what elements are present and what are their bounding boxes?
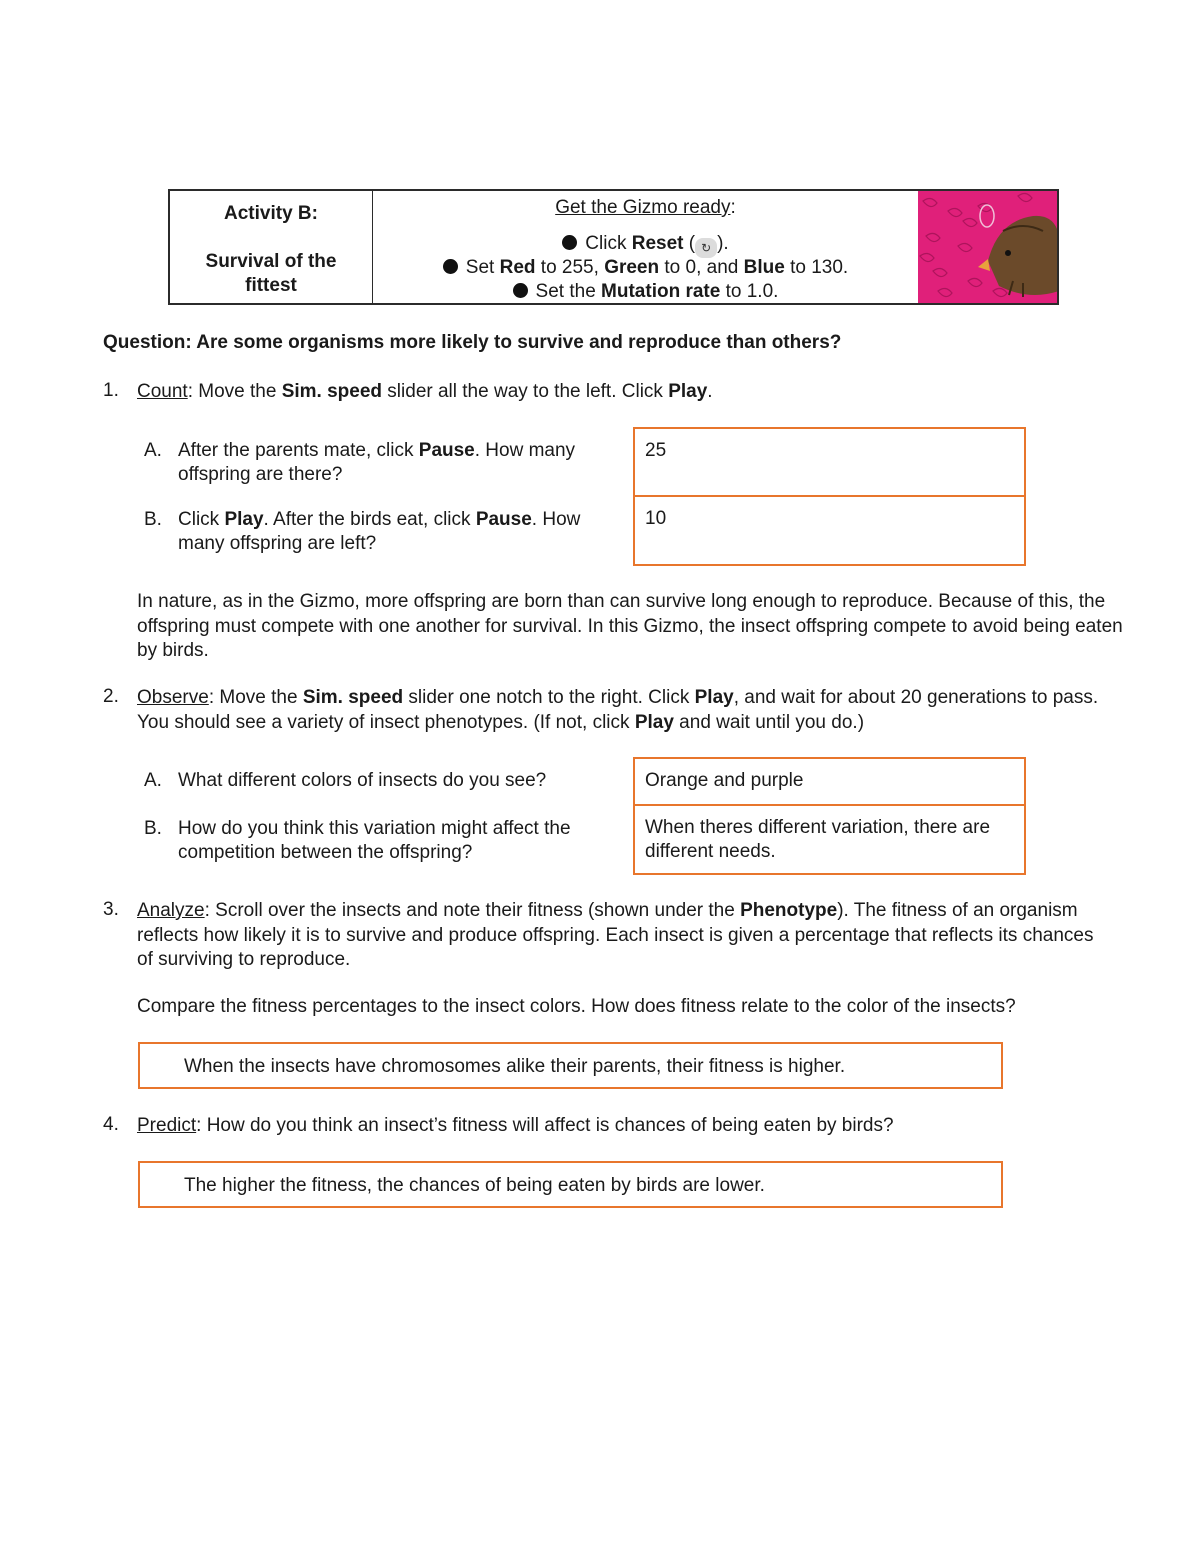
q1b-answer-field[interactable]: 10 xyxy=(633,495,1026,566)
bullet-icon xyxy=(562,235,577,250)
q3-compare-question: Compare the fitness percentages to the insect colors. How does fitness relate to the color of the insects? xyxy=(137,996,1016,1017)
activity-title-cell xyxy=(170,191,373,303)
q2a-answer-field[interactable]: Orange and purple xyxy=(633,757,1026,806)
activity-header-table xyxy=(168,189,1059,305)
activity-title: Survival of the fittest xyxy=(205,251,337,296)
q1b-prompt: B. Click Play. After the birds eat, click Pause. How many offspring are left? xyxy=(144,509,581,554)
q2-number: 2. xyxy=(103,686,119,707)
q4-answer-field[interactable]: The higher the fitness, the chances of being eaten by birds are lower. xyxy=(138,1161,1003,1208)
activity-label: Activity B: xyxy=(224,203,318,224)
bird-on-pink-image xyxy=(918,191,1057,303)
setup-step-colors: Set Red to 255, Green to 0, and Blue to 130. xyxy=(373,256,918,280)
main-question: Question: Are some organisms more likely to survive and reproduce than others? xyxy=(103,332,842,353)
q3-number: 3. xyxy=(103,899,119,920)
bullet-icon xyxy=(443,259,458,274)
q4-prompt: Predict: How do you think an insect’s fitness will affect is chances of being eaten by birds? xyxy=(137,1115,894,1136)
get-ready-heading: Get the Gizmo ready: xyxy=(555,197,736,218)
q1-number: 1. xyxy=(103,380,119,401)
q4-number: 4. xyxy=(103,1114,119,1135)
reset-icon: ↻ xyxy=(695,238,717,258)
q1-prompt: Count: Move the Sim. speed slider all the way to the left. Click Play. xyxy=(137,381,713,402)
q3-prompt: Analyze: Scroll over the insects and note their fitness (shown under the Phenotype). The fitness of an organism reflects how likely it is to survive and produce offspring. Each insect is given a percentage that reflects its chances of surviving to reproduce. xyxy=(137,900,1094,970)
setup-step-mutation: Set the Mutation rate to 1.0. xyxy=(373,280,918,304)
setup-step-reset: Click Reset ( ↻ ). xyxy=(373,232,918,258)
q2a-prompt: A. What different colors of insects do you see? xyxy=(144,770,547,791)
q1a-prompt: A. After the parents mate, click Pause. How many offspring are there? xyxy=(144,440,576,485)
q1-note: In nature, as in the Gizmo, more offspring are born than can survive long enough to reproduce. Because of this, the offspring must compete with one another for survival. In this Gizmo, the insect offspring compete to avoid being eaten by birds. xyxy=(137,591,1123,661)
q2b-prompt: B. How do you think this variation might affect the competition between the offspring? xyxy=(144,818,571,863)
q2-prompt: Observe: Move the Sim. speed slider one notch to the right. Click Play, and wait for about 20 generations to pass. You should see a variety of insect phenotypes. (If not, click Play and wait until you do.) xyxy=(137,687,1099,733)
q2b-answer-field[interactable]: When theres different variation, there are different needs. xyxy=(633,804,1026,875)
q3-answer-field[interactable]: When the insects have chromosomes alike their parents, their fitness is higher. xyxy=(138,1042,1003,1089)
q1a-answer-field[interactable]: 25 xyxy=(633,427,1026,497)
gizmo-setup-cell xyxy=(373,191,918,303)
bullet-icon xyxy=(513,283,528,298)
